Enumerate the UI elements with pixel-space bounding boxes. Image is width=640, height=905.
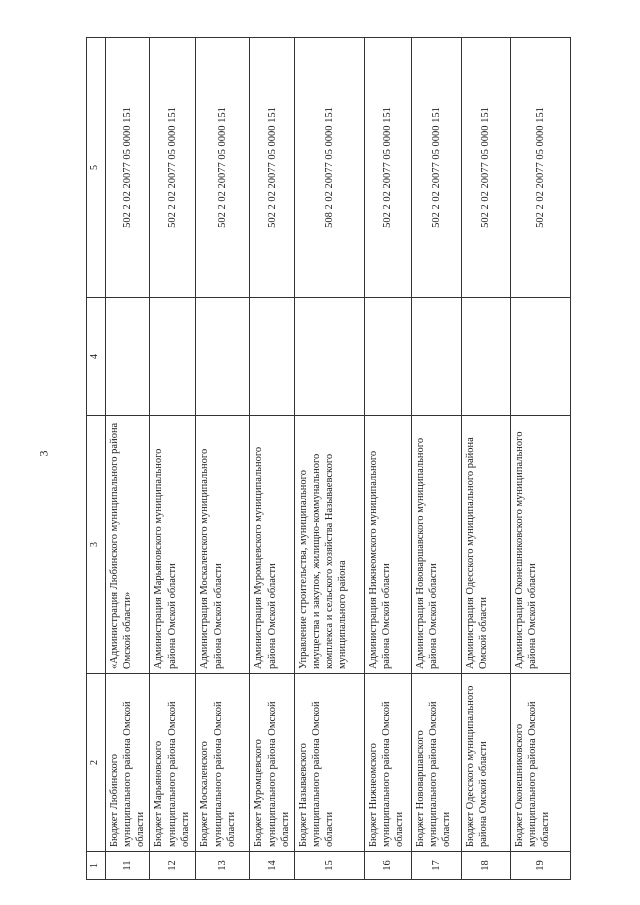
col4-cell (364, 298, 411, 416)
header-col-4: 4 (87, 298, 106, 416)
header-col-1: 1 (87, 852, 106, 880)
code-cell: 502 2 02 20077 05 0000 151 (364, 38, 411, 298)
table-row (250, 38, 294, 880)
table-row (196, 38, 250, 880)
col4-cell (196, 298, 250, 416)
page-number: 3 (36, 450, 51, 457)
row-number: 11 (106, 852, 150, 880)
budget-cell: Бюджет Нижнеомского муниципального района Омской области (364, 674, 411, 852)
col4-cell (250, 298, 294, 416)
header-row (87, 38, 106, 880)
row-number: 13 (196, 852, 250, 880)
admin-cell: Администрация Марьяновского муниципального района Омской области (150, 416, 196, 674)
admin-cell: «Администрация Любинского муниципального района Омской области» (106, 416, 150, 674)
row-number: 19 (510, 852, 570, 880)
admin-cell: Администрация Москаленского муниципального района Омской области (196, 416, 250, 674)
budget-cell: Бюджет Оконешниковского муниципального района Омской области (510, 674, 570, 852)
code-cell: 502 2 02 20077 05 0000 151 (411, 38, 461, 298)
admin-cell: Администрация Муромцевского муниципального района Омской области (250, 416, 294, 674)
row-number: 18 (461, 852, 510, 880)
code-cell: 502 2 02 20077 05 0000 151 (510, 38, 570, 298)
admin-cell: Администрация Нововаршавского муниципального района Омской области (411, 416, 461, 674)
admin-cell: Администрация Нижнеомского муниципального района Омской области (364, 416, 411, 674)
table-row (411, 38, 461, 880)
table-row (294, 38, 364, 880)
code-cell: 502 2 02 20077 05 0000 151 (196, 38, 250, 298)
budget-cell: Бюджет Называевского муниципального района Омской области (294, 674, 364, 852)
col4-cell (150, 298, 196, 416)
table-row (364, 38, 411, 880)
col4-cell (294, 298, 364, 416)
row-number: 15 (294, 852, 364, 880)
col4-cell (461, 298, 510, 416)
rotated-table-container (86, 38, 556, 880)
col4-cell (411, 298, 461, 416)
budget-cell: Бюджет Марьяновского муниципального района Омской области (150, 674, 196, 852)
code-cell: 508 2 02 20077 05 0000 151 (294, 38, 364, 298)
header-col-5: 5 (87, 38, 106, 298)
table-row (510, 38, 570, 880)
table-row (150, 38, 196, 880)
col4-cell (106, 298, 150, 416)
budget-cell: Бюджет Любинского муниципального района Омской области (106, 674, 150, 852)
code-cell: 502 2 02 20077 05 0000 151 (150, 38, 196, 298)
admin-cell: Администрация Одесского муниципального района Омской области (461, 416, 510, 674)
budget-cell: Бюджет Москаленского муниципального района Омской области (196, 674, 250, 852)
admin-cell: Администрация Оконешниковского муниципального района Омской области (510, 416, 570, 674)
code-cell: 502 2 02 20077 05 0000 151 (461, 38, 510, 298)
header-col-2: 2 (87, 674, 106, 852)
budget-cell: Бюджет Одесского муниципального района Омской области (461, 674, 510, 852)
budget-cell: Бюджет Муромцевского муниципального района Омской области (250, 674, 294, 852)
budget-table (86, 37, 571, 880)
header-col-3: 3 (87, 416, 106, 674)
col4-cell (510, 298, 570, 416)
code-cell: 502 2 02 20077 05 0000 151 (250, 38, 294, 298)
row-number: 12 (150, 852, 196, 880)
table-row (106, 38, 150, 880)
row-number: 16 (364, 852, 411, 880)
budget-cell: Бюджет Нововаршавского муниципального района Омской области (411, 674, 461, 852)
admin-cell: Управление строительства, муниципального имущества и закупок, жилищно-коммунального комплекса и сельского хозяйства Называевского муниципального района (294, 416, 364, 674)
row-number: 17 (411, 852, 461, 880)
row-number: 14 (250, 852, 294, 880)
table-row (461, 38, 510, 880)
code-cell: 502 2 02 20077 05 0000 151 (106, 38, 150, 298)
